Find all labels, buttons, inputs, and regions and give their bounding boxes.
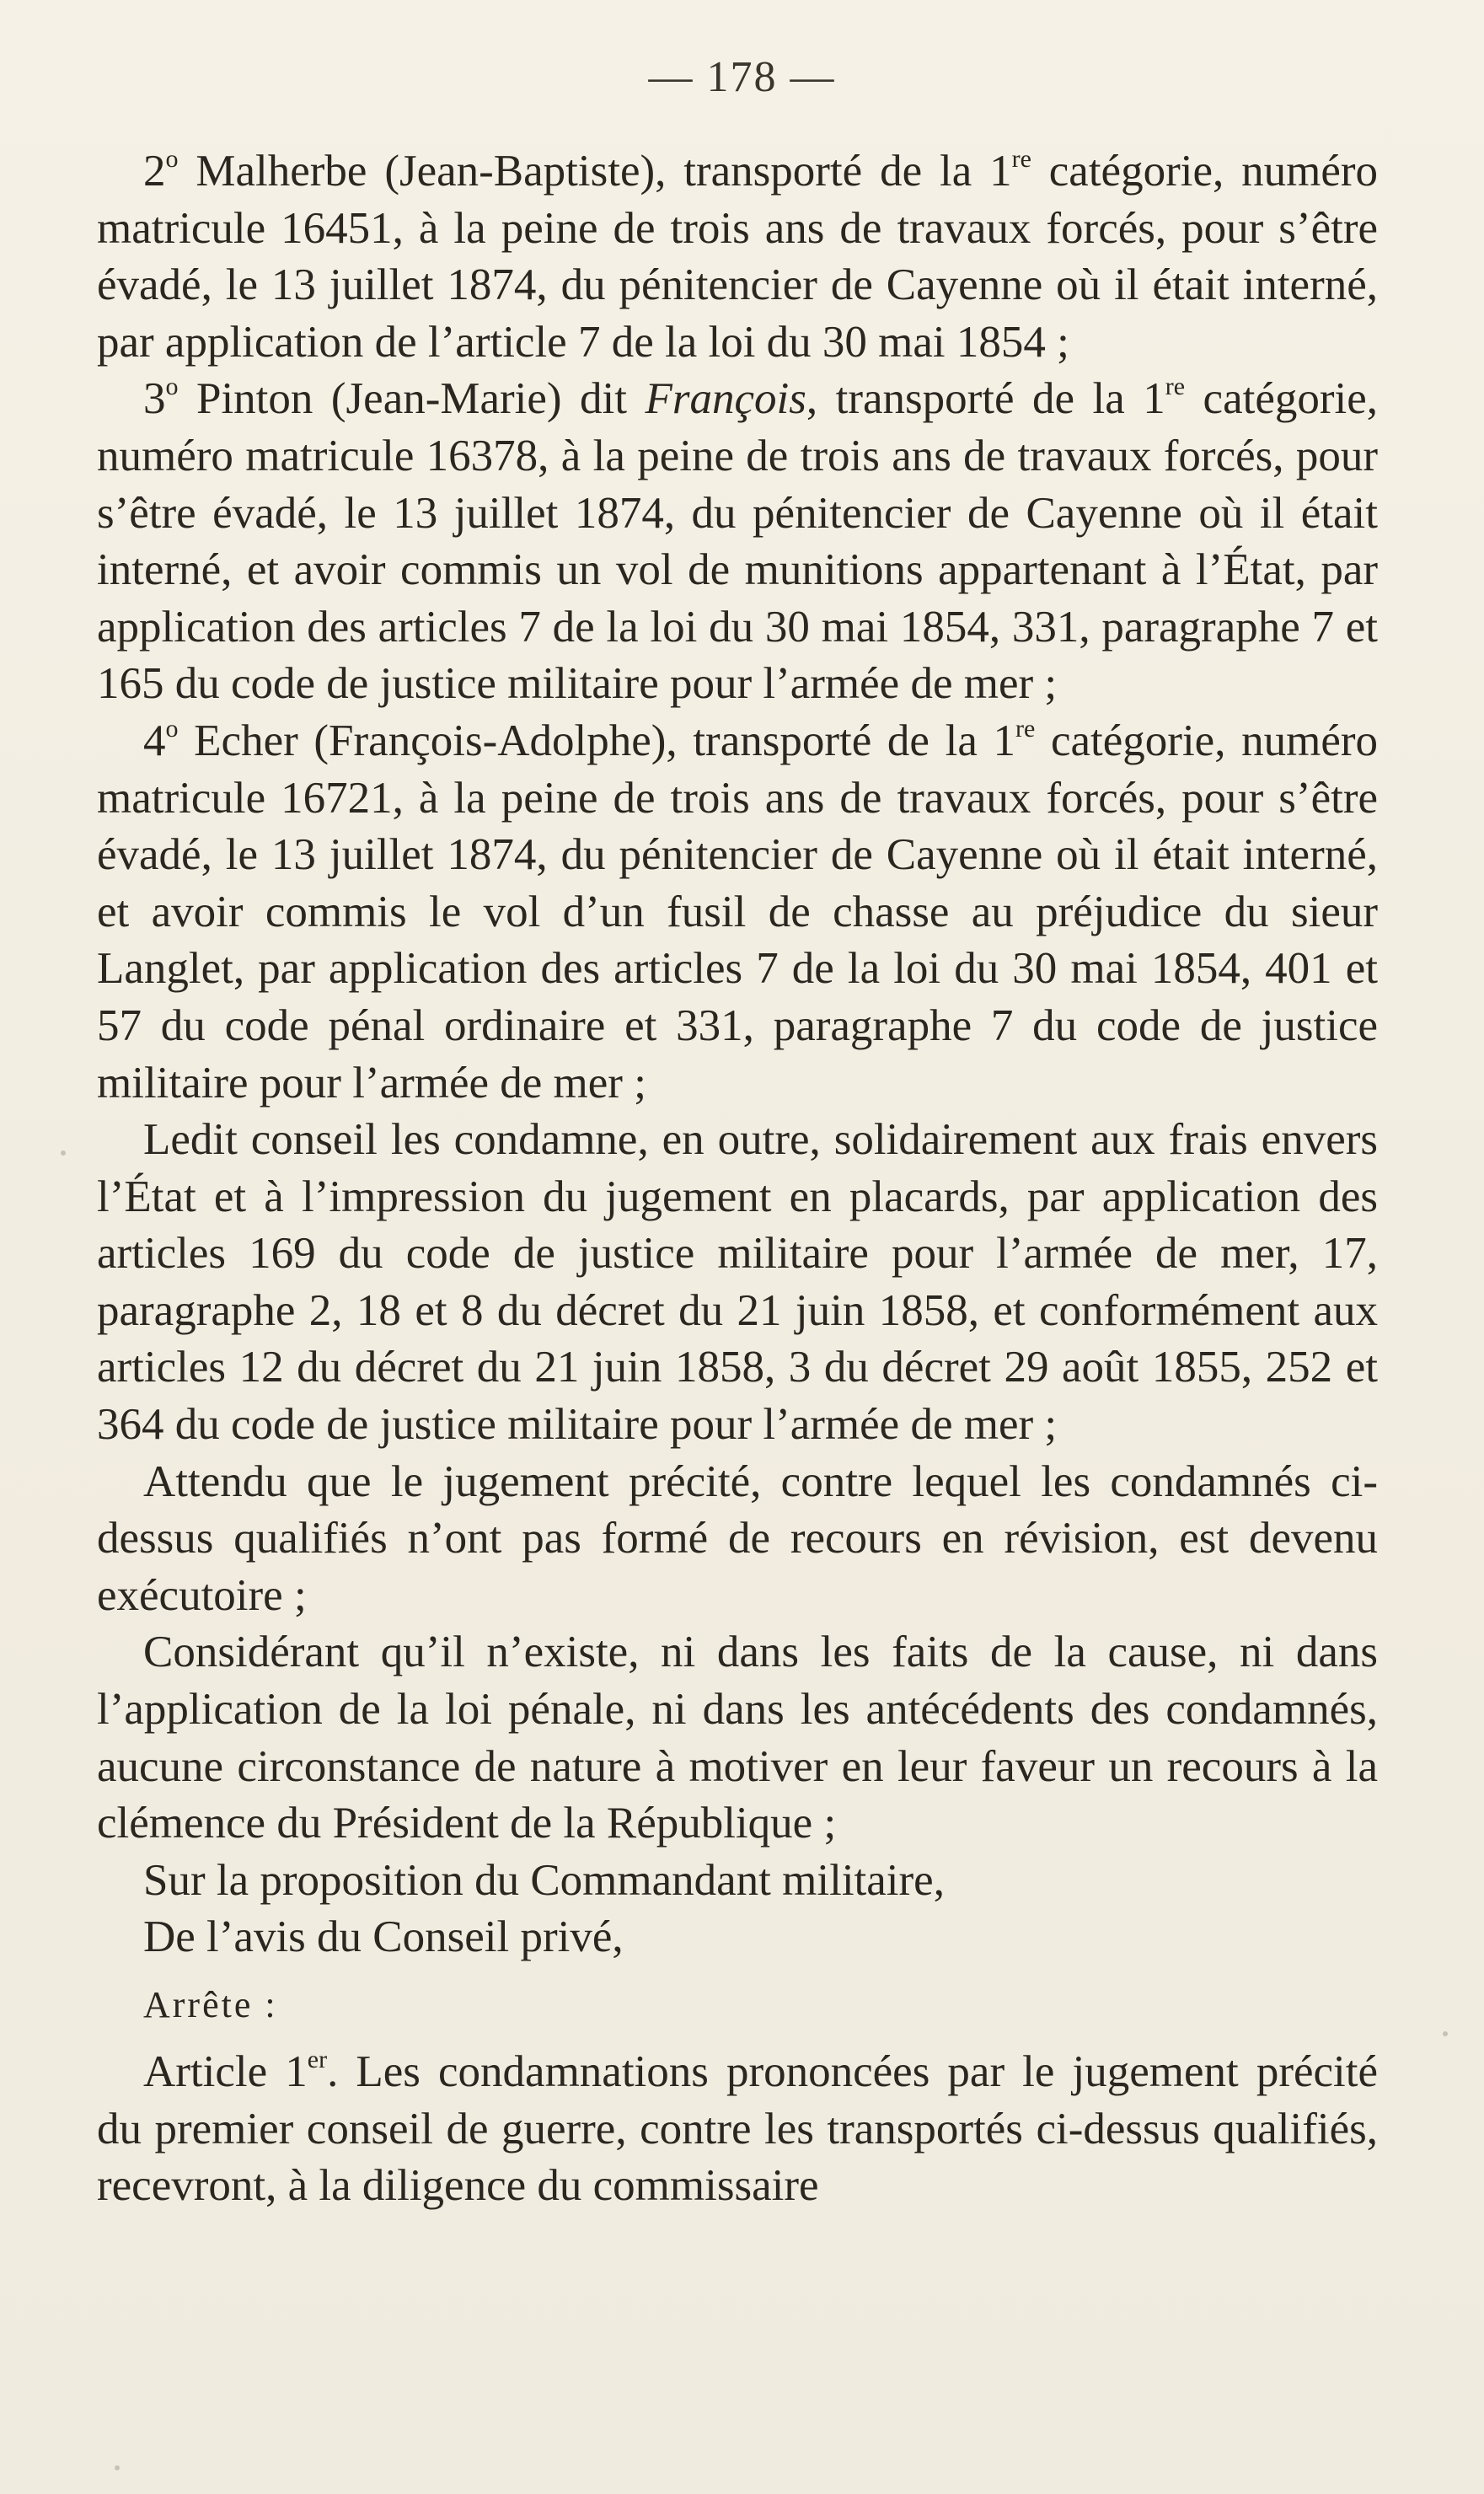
ordinal-suffix: re <box>1011 145 1031 173</box>
italic-name: François <box>645 374 806 424</box>
ordinal-suffix: re <box>1165 373 1186 401</box>
paper-speck <box>1443 2031 1448 2036</box>
ordinal-suffix: o <box>165 145 179 173</box>
paper-speck <box>115 2465 120 2470</box>
paragraph-text: Echer (François-Adolphe), transporté de la 1 <box>178 716 1016 765</box>
paragraph-text: Pinton (Jean-Marie) dit <box>178 374 646 424</box>
paragraph-text: Malherbe (Jean-Baptiste), transporté de la 1 <box>178 147 1012 196</box>
paragraph-text: catégorie, numéro matricule 16721, à la peine de trois ans de travaux forcés, pour s’être évadé, le 13 juillet 1874, du pénitencier de Cayenne où il était interné, et avoir commis le vol d’un fusil de chasse au préjudice du sieur Langlet, par application des articles 7 de la loi du 30 mai 1854, 401 et 57 du code pénal ordinaire et 331, paragraphe 7 du code de justice militaire pour l’armée de mer ; <box>97 716 1379 1108</box>
paper-speck <box>61 1150 66 1156</box>
heading-arrete: Arrête : <box>143 1984 278 2025</box>
paragraph-item-4 <box>97 713 1378 1112</box>
article-label: Article 1 <box>143 2047 308 2096</box>
item-number: 4 <box>143 716 166 765</box>
body-text <box>97 143 1378 2215</box>
paragraph-text: . Les condamnations prononcées par le jugement précité du premier conseil de guerre, contre les transportés ci-dessus qualifiés, recevront, à la diligence du commissaire <box>97 2047 1379 2211</box>
paragraph-item-2 <box>97 143 1378 371</box>
paragraph-ledit: Ledit conseil les condamne, en outre, solidairement aux frais envers l’État et à l’impression du jugement en placards, par application des articles 169 du code de justice militaire pour l’armée de mer, 17, paragraphe 2, 18 et 8 du décret du 21 juin 1858, et conformément aux articles 12 du décret du 21 juin 1858, 3 du décret 29 août 1855, 252 et 364 du code de justice militaire pour l’armée de mer ; <box>97 1115 1378 1450</box>
paragraph-text: catégorie, numéro matricule 16451, à la peine de trois ans de travaux forcés, pour s’être évadé, le 13 juillet 1874, du pénitencier de Cayenne où il était interné, par application de l’article 7 de la loi du 30 mai 1854 ; <box>97 147 1378 367</box>
paragraph-considerant: Considérant qu’il n’existe, ni dans les faits de la cause, ni dans l’application de la loi pénale, ni dans les antécédents des condamnés, aucune circonstance de nature à motiver en leur faveur un recours à la clémence du Président de la République ; <box>97 1628 1378 1848</box>
page-number: — 178 — <box>648 53 836 101</box>
paragraph-attendu: Attendu que le jugement précité, contre lequel les condamnés ci-dessus qualifiés n’ont pas formé de recours en révision, est devenu exécutoire ; <box>97 1456 1378 1620</box>
paragraph-avis: De l’avis du Conseil privé, <box>143 1912 624 1962</box>
paragraph-article-1 <box>97 2044 1378 2215</box>
ordinal-suffix: o <box>165 714 179 743</box>
paragraph-item-3 <box>97 371 1378 713</box>
paragraph-text: , transporté de la 1 <box>806 374 1165 424</box>
paragraph-proposition: Sur la proposition du Commandant militaire, <box>143 1855 945 1905</box>
ordinal-suffix: re <box>1015 714 1036 743</box>
ordinal-suffix: o <box>165 373 179 401</box>
paragraph-text: catégorie, numéro matricule 16378, à la peine de trois ans de travaux forcés, pour s’être évadé, le 13 juillet 1874, du pénitencier de Cayenne où il était interné, et avoir commis un vol de munitions appartenant à l’État, par application des articles 7 de la loi du 30 mai 1854, 331, paragraphe 7 et 165 du code de justice militaire pour l’armée de mer ; <box>97 374 1378 709</box>
item-number: 2 <box>143 147 166 196</box>
ordinal-suffix: er <box>307 2046 328 2073</box>
item-number: 3 <box>143 374 166 424</box>
